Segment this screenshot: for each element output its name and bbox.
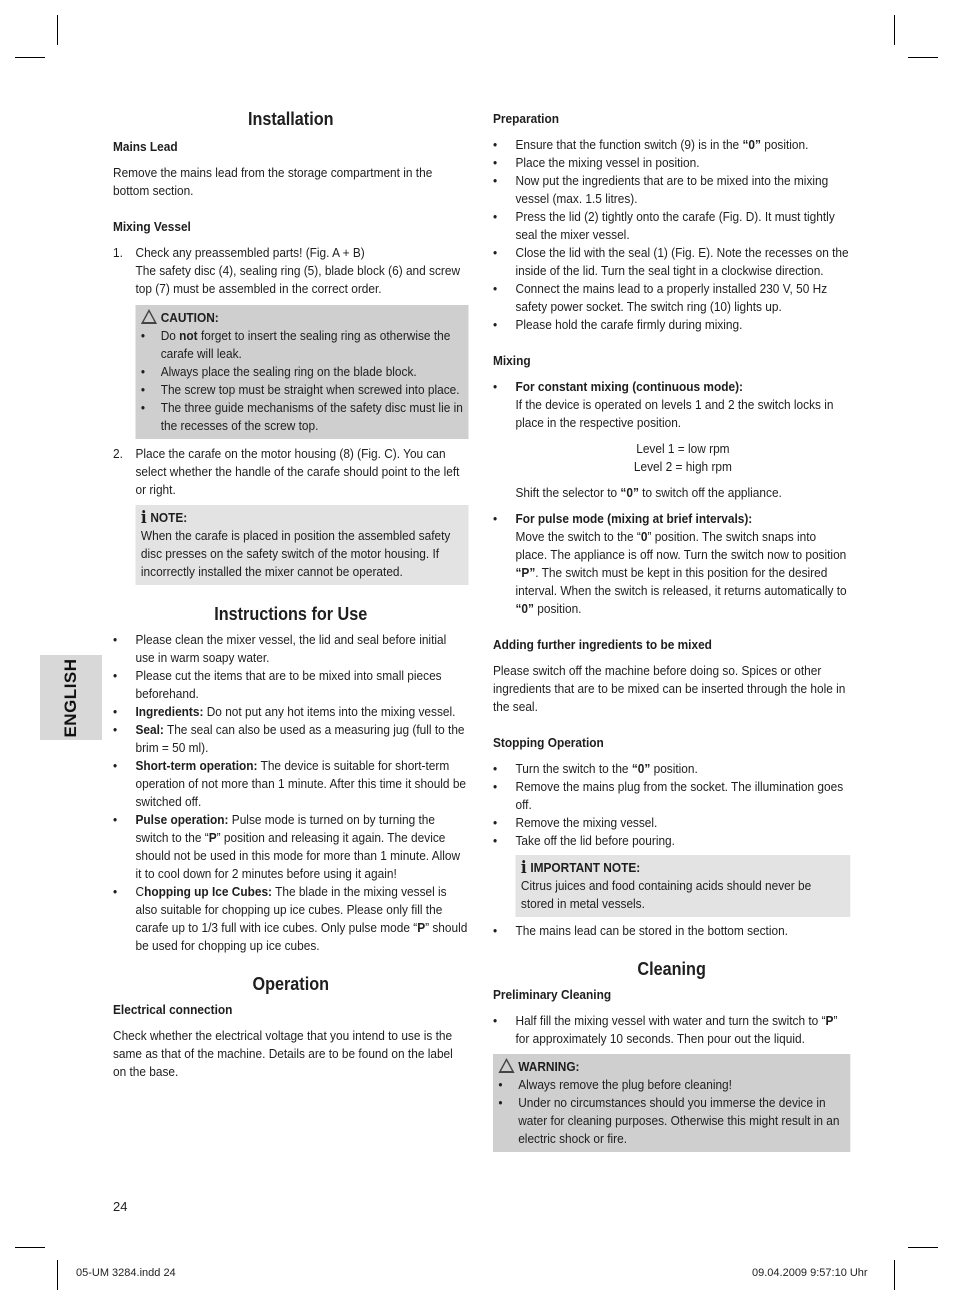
- pulse-mode-text: Move the switch to the “0” position. The switch snaps into place. The appliance is off now. Turn the switch now to position “P”. The switch must be kept in this position for the desired interval. When the switch is released, it returns automatically to “0” position.: [515, 529, 847, 616]
- bullet: •: [493, 833, 498, 848]
- step-1-line-1: Check any preassembled parts! (Fig. A + B): [135, 245, 365, 260]
- list-item: • Always place the sealing ring on the blade block.: [140, 364, 417, 379]
- bullet: •: [498, 1077, 503, 1092]
- list-item: • The three guide mechanisms of the safety disc must lie in the recesses of the screw top.: [140, 400, 463, 433]
- list-item: • The screw top must be straight when screwed into place.: [140, 382, 460, 397]
- bullet: •: [498, 1095, 503, 1110]
- preparation-heading: Preparation: [493, 111, 559, 126]
- bullet: •: [113, 632, 118, 647]
- list-item: • Turn the switch to the “0” position.: [493, 761, 698, 776]
- mixing-heading: Mixing: [493, 353, 531, 368]
- warning-triangle-icon: [141, 309, 157, 324]
- list-item: • Ingredients: Do not put any hot items into the mixing vessel.: [113, 704, 456, 719]
- step-1-line-2: The safety disc (4), sealing ring (5), blade block (6) and screw top (7) must be assembled in the correct order.: [135, 263, 461, 296]
- caution-label: CAUTION:: [160, 310, 219, 325]
- list-item: • Seal: The seal can also be used as a measuring jug (full to the brim = 50 ml).: [113, 722, 465, 755]
- important-note-label: IMPORTANT NOTE:: [530, 860, 641, 875]
- bullet: •: [493, 317, 498, 332]
- constant-mode-heading: For constant mixing (continuous mode):: [515, 379, 743, 394]
- mixing-vessel-heading: Mixing Vessel: [113, 219, 191, 234]
- bullet: •: [493, 1013, 498, 1028]
- bullet: •: [493, 511, 498, 526]
- warning-label: WARNING:: [518, 1059, 580, 1074]
- level-1: Level 1 = low rpm: [636, 441, 730, 456]
- bullet: •: [113, 704, 118, 719]
- bullet: •: [493, 155, 498, 170]
- crop-mark: [15, 57, 45, 58]
- list-item: [493, 510, 850, 618]
- level-2: Level 2 = high rpm: [633, 459, 732, 474]
- bullet: •: [493, 209, 498, 224]
- bullet: •: [493, 137, 498, 152]
- bullet: •: [140, 328, 146, 343]
- list-item: • Do not forget to insert the sealing ring as otherwise the carafe will leak.: [140, 328, 451, 361]
- bullet: •: [493, 173, 498, 188]
- step-2-text: Place the carafe on the motor housing (8) (Fig. C). You can select whether the handle of the carafe should point to the left or right.: [135, 446, 460, 497]
- bullet: •: [493, 761, 498, 776]
- crop-mark: [15, 1247, 45, 1248]
- right-column: [493, 110, 850, 1152]
- electrical-text: Check whether the electrical voltage that you intend to use is the same as that of the machine. Details are to be found on the label on the base.: [113, 1028, 453, 1079]
- instructions-title: Instructions for Use: [214, 604, 368, 624]
- bullet: •: [113, 884, 118, 899]
- step-number: 1.: [113, 245, 123, 260]
- bullet: •: [113, 758, 118, 773]
- list-item: • Press the lid (2) tightly onto the carafe (Fig. D). It must tightly seal the mixer vessel.: [493, 209, 835, 242]
- bullet: •: [493, 379, 498, 394]
- list-item: • Ensure that the function switch (9) is in the “0” position.: [493, 137, 809, 152]
- crop-mark: [908, 57, 938, 58]
- stopping-heading: Stopping Operation: [493, 735, 604, 750]
- constant-mode-text: If the device is operated on levels 1 and 2 the switch locks in place in the respective position.: [515, 397, 834, 430]
- preliminary-cleaning-heading: Preliminary Cleaning: [493, 987, 612, 1002]
- bullet: •: [493, 815, 498, 830]
- list-item: • The mains lead can be stored in the bottom section.: [493, 923, 788, 938]
- left-column: [113, 108, 469, 1081]
- bullet: •: [140, 400, 146, 415]
- important-note-box: [516, 855, 851, 917]
- crop-mark: [894, 15, 895, 45]
- list-item: • Please cut the items that are to be mixed into small pieces beforehand.: [113, 668, 442, 701]
- step-1: [113, 244, 469, 298]
- bullet: •: [140, 382, 146, 397]
- info-icon: i: [520, 858, 527, 878]
- list-item: • Always remove the plug before cleaning!: [498, 1077, 732, 1092]
- adding-heading: Adding further ingredients to be mixed: [493, 637, 712, 652]
- step-number: 2.: [113, 446, 123, 461]
- bullet: •: [493, 281, 498, 296]
- list-item: • Place the mixing vessel in position.: [493, 155, 700, 170]
- note-label: NOTE:: [150, 510, 188, 525]
- adding-text: Please switch off the machine before doing so. Spices or other ingredients that are to be mixed can be inserted through the hole in the seal.: [493, 663, 846, 714]
- language-tab-label: ENGLISH: [61, 657, 80, 738]
- list-item: • Under no circumstances should you immerse the device in water for cleaning purposes. Otherwise this might result in an electric shock or fire.: [498, 1095, 840, 1146]
- crop-mark: [57, 15, 58, 45]
- bullet: •: [493, 245, 498, 260]
- list-item: • Half fill the mixing vessel with water and turn the switch to “P” for approximately 10 seconds. Then pour out the liquid.: [493, 1013, 838, 1046]
- list-item: • Please hold the carafe firmly during mixing.: [493, 317, 743, 332]
- step-2: [113, 445, 469, 499]
- info-icon: i: [140, 508, 147, 528]
- electrical-heading: Electrical connection: [113, 1002, 233, 1017]
- list-item: [493, 378, 850, 502]
- list-item: • Connect the mains lead to a properly installed 230 V, 50 Hz safety power socket. The switch ring (10) lights up.: [493, 281, 828, 314]
- list-item: • Now put the ingredients that are to be mixed into the mixing vessel (max. 1.5 litres).: [493, 173, 829, 206]
- note-box: [136, 505, 469, 585]
- caution-box: [136, 305, 469, 439]
- list-item: • Please clean the mixer vessel, the lid and seal before initial use in warm soapy water.: [113, 632, 447, 665]
- bullet: •: [113, 812, 118, 827]
- shift-text: Shift the selector to “0” to switch off the appliance.: [515, 485, 782, 500]
- list-item: • Remove the mains plug from the socket. The illumination goes off.: [493, 779, 844, 812]
- bullet: •: [113, 668, 118, 683]
- mains-lead-text: Remove the mains lead from the storage compartment in the bottom section.: [113, 165, 433, 198]
- list-item: • Remove the mixing vessel.: [493, 815, 658, 830]
- cleaning-title: Cleaning: [637, 959, 706, 979]
- list-item: • Close the lid with the seal (1) (Fig. E). Note the recesses on the inside of the lid. Turn the seal tight in a clockwise direction.: [493, 245, 849, 278]
- language-tab: [40, 655, 102, 740]
- bullet: •: [113, 722, 118, 737]
- crop-mark: [894, 1260, 895, 1290]
- installation-title: Installation: [247, 109, 334, 129]
- pulse-mode-heading: For pulse mode (mixing at brief intervals):: [515, 511, 753, 526]
- list-item: • Take off the lid before pouring.: [493, 833, 675, 848]
- mains-lead-heading: Mains Lead: [113, 139, 178, 154]
- warning-box: [493, 1054, 850, 1152]
- operation-title: Operation: [252, 974, 329, 994]
- crop-mark: [57, 1260, 58, 1290]
- warning-triangle-icon: [498, 1058, 514, 1073]
- bullet: •: [140, 364, 146, 379]
- list-item: • Chopping up Ice Cubes: The blade in the mixing vessel is also suitable for chopping up ice cubes. Please only fill the carafe up to 1/3 full with ice cubes. Only pulse mode “P” should be used for chopping up ice cubes.: [113, 884, 468, 953]
- list-item: • Short-term operation: The device is suitable for short-term operation of not more than 1 minute. After this time it should be switched off.: [113, 758, 467, 809]
- crop-mark: [908, 1247, 938, 1248]
- bullet: •: [493, 779, 498, 794]
- list-item: • Pulse operation: Pulse mode is turned on by turning the switch to the “P” position and releasing it again. The device should not be used in this mode for more than 1 minute. Allow it to cool down for 2 minutes before using it again!: [113, 812, 461, 881]
- footer-file: 05-UM 3284.indd 24: [76, 1267, 176, 1279]
- page-number: 24: [113, 1199, 128, 1214]
- note-text: When the carafe is placed in position the assembled safety disc presses on the safety switch of the motor housing. If incorrectly installed the mixer cannot be operated.: [140, 528, 451, 579]
- footer-date: 09.04.2009 9:57:10 Uhr: [752, 1267, 868, 1279]
- bullet: •: [493, 923, 498, 938]
- important-note-text: Citrus juices and food containing acids should never be stored in metal vessels.: [520, 878, 812, 911]
